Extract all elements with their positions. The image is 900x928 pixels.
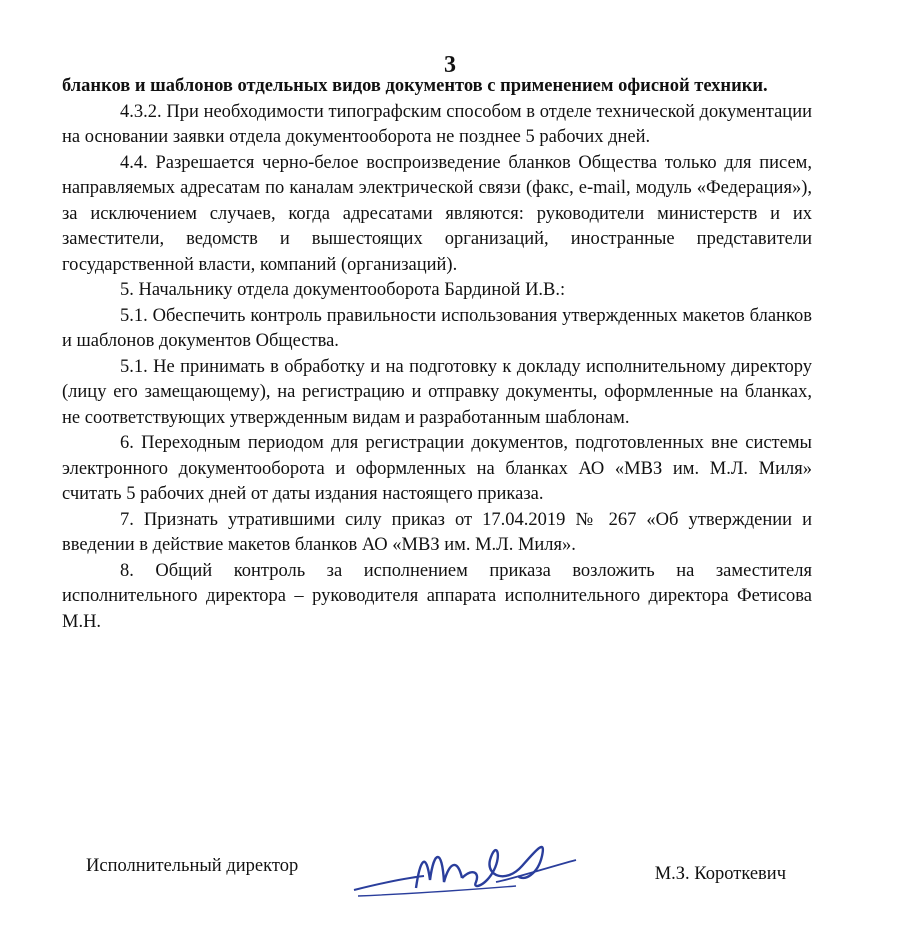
paragraph-6: 6. Переходным периодом для регистрации документов, подготовленных вне системы электронного документооборота и оформленных на бланках АО «МВЗ им. М.Л. Миля» считать 5 рабочих дней от даты издания настоящего приказа. (62, 433, 812, 504)
paragraph-5: 5. Начальнику отдела документооборота Бардиной И.В.: (120, 280, 566, 300)
page-number: 3 (444, 52, 456, 78)
paragraph-4-4: 4.4. Разрешается черно-белое воспроизведение бланков Общества только для писем, направляемых адресатам по каналам электрической связи (факс, e-mail, модуль «Федерация»), за исключением случаев, когда адресатами являются: руководители министерств и их заместители, ведомств и вышестоящих организаций, иностранные представители государственной власти, компаний (организаций). (62, 152, 812, 275)
paragraph-5-1-control: 5.1. Обеспечить контроль правильности использования утвержденных макетов бланков и шаблонов документов Общества. (62, 305, 812, 351)
handwritten-signature (346, 820, 606, 910)
signatory-name: М.З. Короткевич (654, 864, 786, 884)
signatory-title: Исполнительный директор (86, 856, 299, 876)
paragraph-7: 7. Признать утратившими силу приказ от 17.04.2019 № 267 «Об утверждении и введении в действие макетов бланков АО «МВЗ им. М.Л. Миля». (62, 509, 812, 555)
paragraph-8: 8. Общий контроль за исполнением приказа возложить на заместителя исполнительного директора – руководителя аппарата исполнительного директора Фетисова М.Н. (62, 560, 812, 632)
paragraph-4-3-2: 4.3.2. При необходимости типографским способом в отделе технической документации на основании заявки отдела документооборота не позднее 5 рабочих дней. (62, 101, 812, 147)
paragraph-continuation: бланков и шаблонов отдельных видов документов с применением офисной техники. (62, 76, 768, 96)
signature-block (86, 820, 806, 910)
paragraph-5-1-reject: 5.1. Не принимать в обработку и на подготовку к докладу исполнительному директору (лицу его замещающему), на регистрацию и отправку документы, оформленные на бланках, не соответствующих утвержденным видам и разработанным шаблонам. (62, 356, 812, 428)
document-body (62, 74, 812, 635)
